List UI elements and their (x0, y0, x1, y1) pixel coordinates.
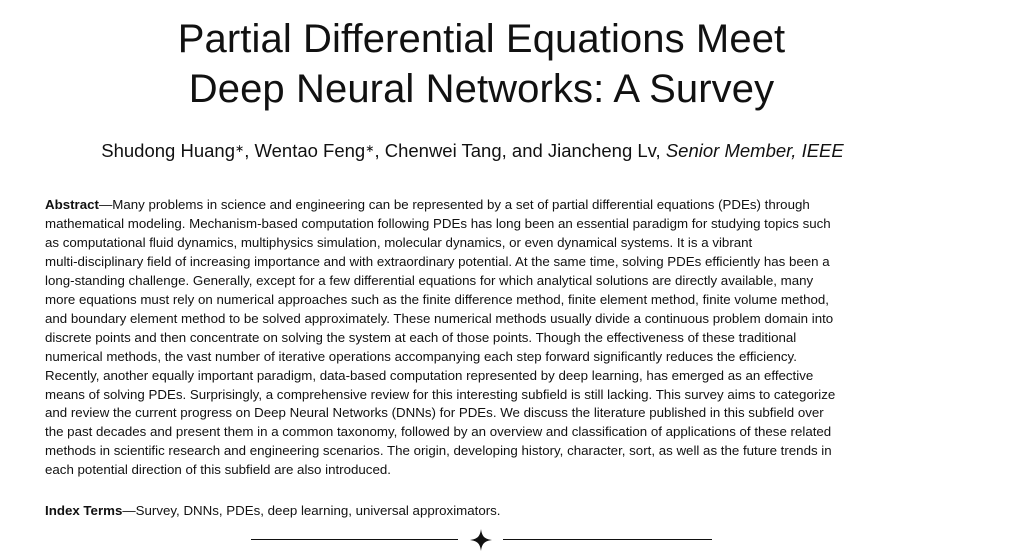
title-line-1: Partial Differential Equations Meet (177, 17, 786, 61)
title-line-2: Deep Neural Networks: A Survey (188, 67, 775, 111)
abstract-line: more equations must rely on numerical approaches such as the finite difference method, finite element method, finite volume method, (45, 291, 829, 307)
author-name: Wentao Feng (254, 140, 366, 161)
index-terms-text: —Survey, DNNs, PDEs, deep learning, universal approximators. (122, 503, 501, 518)
author-name: Shudong Huang (101, 140, 235, 161)
divider-rule-right (503, 539, 712, 540)
abstract-line: the past decades and present them in a common taxonomy, followed by an overview and classification of applications of these related (45, 424, 832, 440)
abstract-line (45, 196, 925, 215)
author-names-rest: , Chenwei Tang, and Jiancheng Lv, (374, 140, 666, 161)
index-terms-label: Index Terms (45, 503, 123, 518)
paper-title (0, 14, 963, 114)
divider-rule-left (251, 539, 458, 540)
abstract-line: and review the current progress on Deep Neural Networks (DNNs) for PDEs. We discuss the literature published in this subfield over (45, 405, 824, 421)
abstract-line: Recently, another equally important paradigm, data-based computation represented by deep learning, has emerged as an effective (45, 367, 814, 383)
abstract-line: as computational fluid dynamics, multiphysics simulation, molecular dynamics, or even dynamical systems. It is a vibrant (45, 234, 753, 250)
abstract (45, 196, 925, 480)
abstract-text: Many problems in science and engineering can be represented by a set of partial differential equations (PDEs) through (112, 197, 810, 212)
index-terms (45, 501, 501, 520)
equal-contribution-mark: ∗ (234, 143, 245, 155)
abstract-dash: — (98, 197, 113, 212)
author-membership: Senior Member, IEEE (665, 140, 844, 161)
abstract-line: and boundary element method to be solved approximately. These numerical methods usually divide a continuous problem domain into (45, 310, 834, 326)
abstract-line: each potential direction of this subfield are also introduced. (45, 462, 391, 478)
abstract-line: long-standing challenge. Generally, except for a few differential equations for which analytical solutions are directly available, many (45, 272, 814, 288)
abstract-line: multi-disciplinary field of increasing importance and with extraordinary potential. At the same time, solving PDEs efficiently has been a (45, 253, 830, 269)
section-divider (251, 528, 712, 552)
author-separator: , (244, 140, 255, 161)
abstract-line: numerical methods, the vast number of iterative operations accompanying each step forward significantly reduces the efficiency. (45, 348, 797, 364)
abstract-label: Abstract (45, 197, 99, 212)
abstract-line: mathematical modeling. Mechanism-based computation following PDEs has long been an essential paradigm for studying topics such (45, 215, 831, 231)
equal-contribution-mark: ∗ (365, 143, 375, 155)
author-list (0, 139, 945, 163)
abstract-line: discrete points and then concentrate on solving the system at each of those points. Though the effectiveness of these traditional (45, 329, 797, 345)
abstract-line: methods in scientific research and engineering scenarios. The origin, developing history, character, sort, as well as the future trends in (45, 443, 832, 459)
abstract-line: means of solving PDEs. Surprisingly, a comprehensive review for this interesting subfield is still lacking. This survey aims to categorize (45, 386, 836, 402)
four-point-star-icon (469, 528, 493, 552)
